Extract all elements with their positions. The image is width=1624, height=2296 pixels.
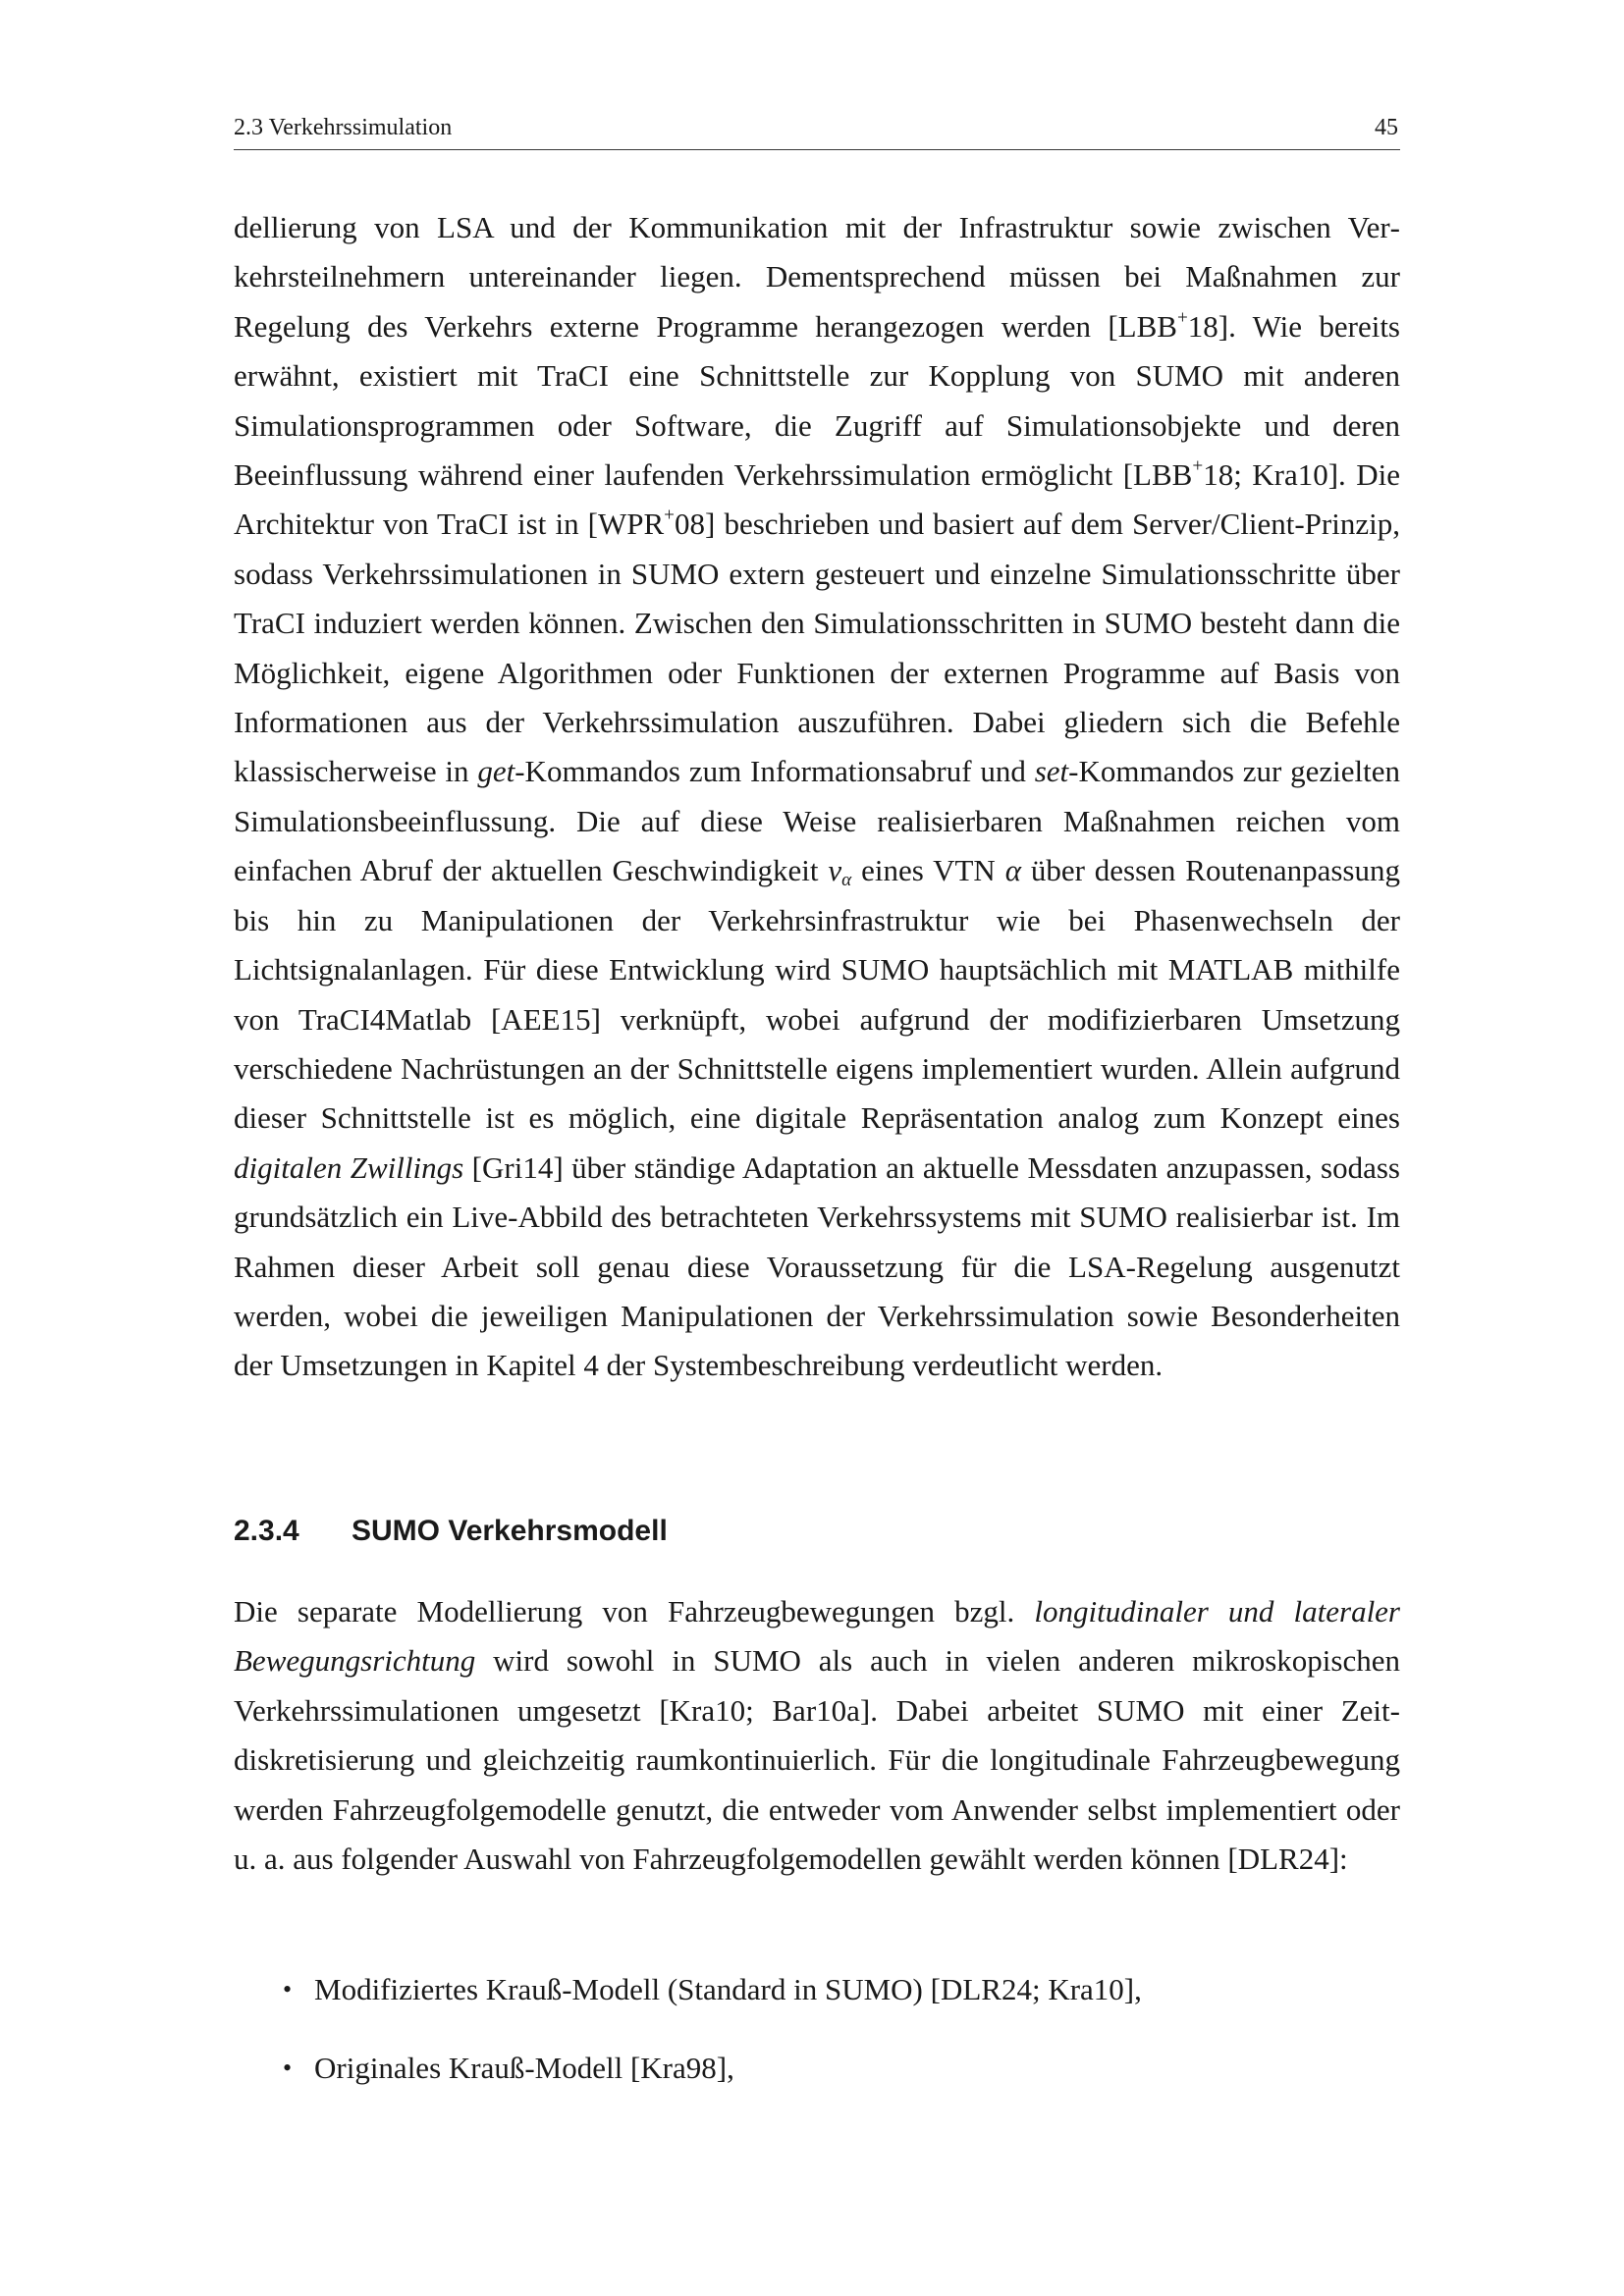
- text-run: -Kommandos zur gezielten Simulationsbeeinflussung. Die auf diese Weise realisierbaren Maßnahmen reichen vom einfachen Abruf der aktuellen Geschwindigkeit: [234, 754, 1401, 888]
- text-run: 18]. Wie bereits erwähnt, existiert mit TraCI eine Schnittstelle zur Kopplung von SUMO mit anderen Simulationsprogrammen oder Software, die Zugriff auf Simulationsobjekte und deren Beeinflussung während einer laufenden Verkehrssimulation ermöglicht [LBB: [234, 308, 1400, 493]
- text-run: -Kommandos zum Informationsabruf und: [514, 754, 1035, 789]
- text-run: [Gri14] über ständige Adaptation an aktuelle Messdaten anzupassen, sodass grundsätzlich ein Live-Abbild des betrachteten Verkehrssystems mit SUMO realisierbar ist. Im Rahmen dieser Arbeit soll genau diese Voraussetzung für die LSA-Regelung ausgenutzt werden, wobei die jeweiligen Manipulationen der Verkehrssimulation sowie Besonderheiten der Umsetzungen in Kapitel 4 der Systembeschreibung verdeutlicht werden.: [234, 1149, 1400, 1383]
- list-item-text: Originales Krauß-Modell [Kra98],: [314, 2051, 734, 2085]
- body-paragraph-1: [234, 203, 1400, 1391]
- emphasis-direction: longitudinaler und lateraler Bewegungsrichtung: [234, 1594, 1401, 1679]
- math-velocity: v: [828, 853, 842, 888]
- math-subscript-alpha: [841, 870, 851, 890]
- page-number: 45: [1375, 115, 1398, 140]
- text-run: wird sowohl in SUMO als auch in vielen anderen mikroskopischen Verkehrssimulationen umgesetzt [Kra10; Bar10a]. Dabei arbeitet SUMO mit einer Zeitdiskretisierung und gleichzeitig raumkontinuierlich. Für die longitudinale Fahrzeugbewegung werden Fahrzeugfolgemodelle genutzt, die entweder vom Anwender selbst implementiert oder u. a. aus folgender Auswahl von Fahrzeugfolgemodellen gewählt werden können [DLR24]:: [234, 1643, 1400, 1877]
- car-following-model-list: [234, 1965, 1400, 2093]
- citation-superscript: +: [664, 505, 676, 526]
- math-alpha: α: [1004, 853, 1021, 888]
- list-item: [234, 2044, 1400, 2093]
- running-title: 2.3 Verkehrssimulation: [234, 115, 453, 140]
- text-run: eines VTN: [851, 853, 1005, 888]
- emphasis-set: set: [1034, 754, 1069, 789]
- section-title: SUMO Verkehrsmodell: [352, 1515, 668, 1547]
- text-run: dellierung von LSA und der Kommunikation mit der Infrastruktur sowie zwischen Verkehrsteilnehmern untereinander liegen. Dementsprechend müssen bei Maßnahmen zur Regelung des Verkehrs externe Programme herangezogen werden [LBB: [234, 210, 1400, 344]
- citation-superscript: +: [1176, 307, 1188, 329]
- math-subscript-symbol: α: [841, 870, 852, 891]
- bullet-icon: •: [283, 2054, 293, 2082]
- citation-superscript: +: [1192, 455, 1204, 477]
- list-item-text: Modifiziertes Krauß-Modell (Standard in SUMO) [DLR24; Kra10],: [314, 1972, 1142, 2006]
- text-run: 18; Kra10]. Die Architektur von TraCI ist in [WPR: [234, 457, 1400, 542]
- text-run: Die separate Modellierung von Fahrzeugbewegungen bzgl.: [234, 1594, 1035, 1629]
- section-heading: [234, 1512, 668, 1551]
- emphasis-get: get: [477, 754, 515, 789]
- body-paragraph-2: [234, 1587, 1400, 1884]
- text-run: über dessen Routenanpassung bis hin zu Manipulationen der Verkehrsinfrastruktur wie bei Phasenwechseln der Lichtsignalanlagen. Für diese Entwicklung wird SUMO hauptsächlich mit MATLAB mithilfe von TraCI4Matlab [AEE15] verknüpft, wobei aufgrund der modifizierbaren Umsetzung verschiedene Nachrüstungen an der Schnittstelle eigens implementiert wurden. Allein aufgrund dieser Schnittstelle ist es möglich, eine digitale Repräsentation analog zum Konzept eines: [234, 853, 1400, 1136]
- list-item: [234, 1965, 1400, 2014]
- emphasis-digital-twin: digitalen Zwillings: [234, 1149, 464, 1185]
- section-number: 2.3.4: [234, 1515, 299, 1547]
- bullet-icon: •: [283, 1975, 293, 2003]
- text-run: 08] beschrieben und basiert auf dem Server/Client-Prinzip, sodass Verkehrssimulationen in SUMO extern gesteuert und einzelne Simulationsschritte über TraCI induziert werden können. Zwischen den Simulationsschritten in SUMO besteht dann die Möglichkeit, eigene Algorithmen oder Funktionen der externen Programme auf Basis von Informationen aus der Verkehrssimulation auszuführen. Dabei gliedern sich die Befehle klassischerweise in: [234, 507, 1400, 789]
- page-header: [234, 110, 1400, 150]
